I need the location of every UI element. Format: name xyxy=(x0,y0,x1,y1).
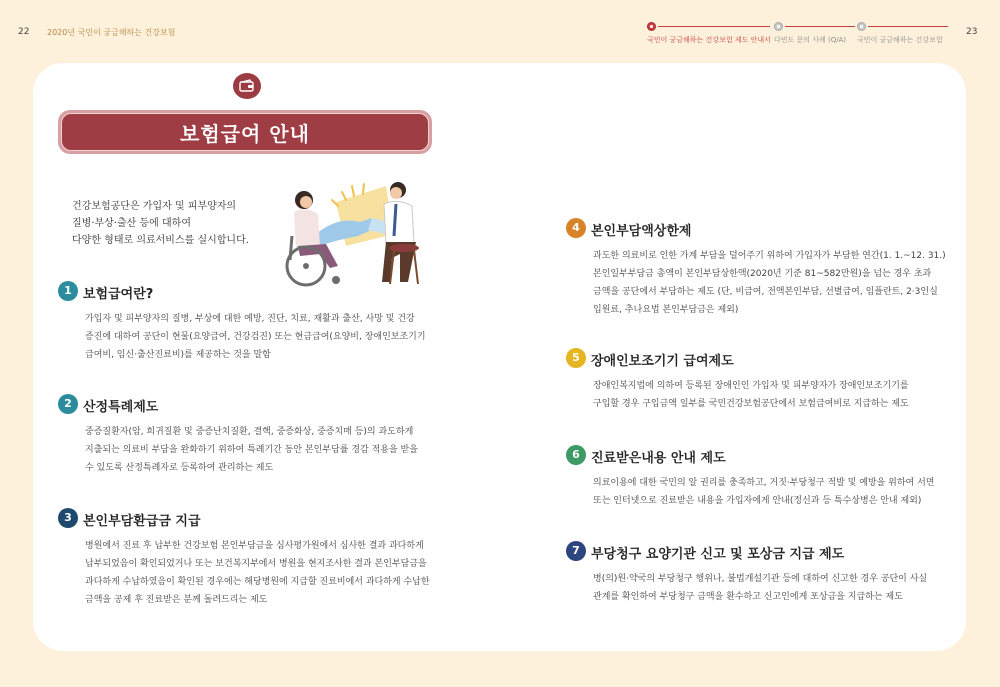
nav-line xyxy=(785,26,855,27)
section-body: 병(의)원·약국의 부당청구 행위나, 불법개설기관 등에 대하여 신고한 경우 공단이 사실 관계를 확인하여 부당청구 금액을 환수하고 신고인에게 포상금을 지급하는 제도 xyxy=(593,574,928,602)
wallet-icon xyxy=(233,73,261,99)
section-6 xyxy=(566,445,934,510)
section-3 xyxy=(58,508,430,609)
section-number-badge: 4 xyxy=(566,218,586,238)
section-title: 장애인보조기기 급여제도 xyxy=(591,354,734,369)
section-title: 보험급여란? xyxy=(83,287,154,302)
page-title: 보험급여 안내 xyxy=(61,113,429,151)
section-number-badge: 1 xyxy=(58,281,78,301)
section-1 xyxy=(58,281,426,364)
section-title: 진료받은내용 안내 제도 xyxy=(591,451,726,466)
section-number-badge: 7 xyxy=(566,541,586,561)
page-header xyxy=(0,0,1000,60)
section-body: 중증질환자(암, 희귀질환 및 중증난치질환, 결핵, 중증화상, 중증치매 등)의 과도하게 지출되는 의료비 부담을 완화하기 위하여 특례기간 동안 본인부담률 경감 적용을 받을 수 있도록 산정특례자로 등록하여 관리하는 제도 xyxy=(85,427,418,473)
section-title: 부당청구 요양기관 신고 및 포상금 지급 제도 xyxy=(591,547,845,562)
section-number-badge: 6 xyxy=(566,445,586,465)
right-page-number: 23 xyxy=(966,27,978,37)
section-body: 가입자 및 피부양자의 질병, 부상에 대한 예방, 진단, 치료, 재활과 출산, 사망 및 건강 증진에 대하여 공단이 현물(요양급여, 건강검진) 또는 현금급여(요양비, 장애인보조기기 급여비, 임신·출산진료비)를 제공하는 것을 말함 xyxy=(85,314,426,360)
left-page-number: 22 xyxy=(18,27,30,37)
section-title: 본인부담환급금 지급 xyxy=(83,514,201,529)
section-4 xyxy=(566,218,946,319)
section-2 xyxy=(58,394,418,477)
section-5 xyxy=(566,348,909,413)
nav-label: 국민이 궁금해하는 건강보험 제도 안내서 xyxy=(647,36,771,44)
section-body: 과도한 의료비로 인한 가계 부담을 덜어주기 위하여 가입자가 부담한 연간(1. 1.~12. 31.) 본인일부부담금 총액이 본인부담상한액(2020년 기준 81~582만원)을 넘는 경우 초과 금액을 공단에서 부담하는 제도 (단, 비급여, 전액본인부담, 선별급여, 임플란트, 2·3인실 입원료, 추나요법 본인부담금은 제외) xyxy=(593,251,946,315)
nav-line xyxy=(868,26,948,27)
page-title-banner xyxy=(58,110,432,154)
section-title: 산정특례제도 xyxy=(83,400,159,415)
section-body: 장애인복지법에 의하여 등록된 장애인인 가입자 및 피부양자가 장애인보조기기를 구입할 경우 구입금액 일부를 국민건강보험공단에서 보험급여비로 지급하는 제도 xyxy=(593,381,909,409)
nav-label: 국민이 궁금해하는 건강보험 xyxy=(857,36,943,44)
section-body: 의료이용에 대한 국민의 알 권리를 충족하고, 거짓·부당청구 적발 및 예방을 위하여 서면 또는 인터넷으로 진료받은 내용을 가입자에게 안내(정신과 등 특수상병은 안내 제외) xyxy=(593,478,935,506)
handshake-illustration xyxy=(276,174,426,289)
section-number-badge: 5 xyxy=(566,348,586,368)
nav-dot-icon xyxy=(774,22,783,31)
section-number-badge: 2 xyxy=(58,394,78,414)
nav-label: 다빈도 문의 사례 (Q/A) xyxy=(774,36,847,44)
nav-dot-icon xyxy=(647,22,656,31)
section-body: 병원에서 진료 후 납부한 건강보험 본인부담금을 심사평가원에서 심사한 결과 과다하게 납부되었음이 확인되었거나 또는 보건복지부에서 병원을 현지조사한 결과 본인부담금을 과다하게 수납하였음이 확인된 경우에는 해당병원에 지급할 진료비에서 과다하게 수납한 금액을 공제 후 진료받은 분께 돌려드리는 제도 xyxy=(85,541,430,605)
nav-line xyxy=(658,26,770,27)
section-number-badge: 3 xyxy=(58,508,78,528)
running-title: 2020년 국민이 궁금해하는 건강보험 xyxy=(47,28,176,37)
intro-text: 건강보험공단은 가입자 및 피부양자의 질병·부상·출산 등에 대하여 다양한 형태로 의료서비스를 실시합니다. xyxy=(72,201,249,246)
nav-dot-icon xyxy=(857,22,866,31)
section-title: 본인부담액상한제 xyxy=(591,224,692,239)
section-7 xyxy=(566,541,927,606)
